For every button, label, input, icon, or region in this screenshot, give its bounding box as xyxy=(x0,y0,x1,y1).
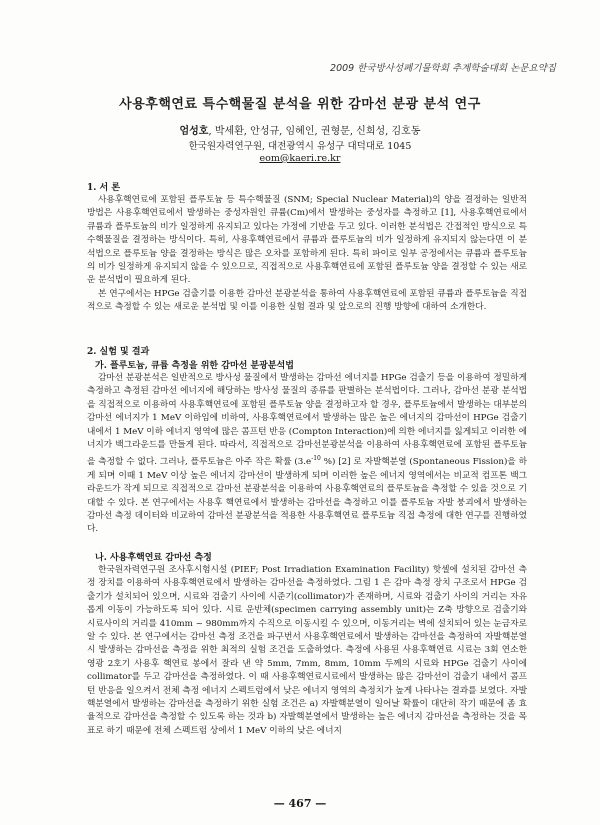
subsection-b-paragraph: 한국원자력연구원 조사후시험시설 (PIEF; Post Irradiation Examination Facility) 핫셀에 설치된 감마선 측정 장치를 이용하여 사용후핵연료에서 발생하는 감마선을 측정하였다. 그림 1 은 감마 측정 장치 구조로서 HPGe 검출기가 설치되어 있으며, 시료와 검출기 사이에 시준기(collimator)가 존재하며, 시료와 검출기 사이의 거리는 자유롭게 이동이 가능하도록 되어 있다. 시료 운반체(specimen carrying assembly unit)는 Z축 방향으로 검출기와 시료사이의 거리를 410mm ~ 980mm까지 수직으로 이동시킬 수 있으며, 이동거리는 벽에 설치되어 있는 눈금자로 알 수 있다. 본 연구에서는 감마선 측정 조건을 파구번서 사용후핵연료에서 발생하는 감마선을 측정하여 자발핵분열시 발생하는 감마선을 측정을 위한 최적의 실험 조건을 도출하였다. 측정에 사용된 사용후핵연료 시료는 3회 연소한 영광 2호기 사용후 핵연료 봉에서 잘라 낸 약 5mm, 7mm, 8mm, 10mm 두께의 시료와 HPGe 검출기 사이에 collimator를 두고 감마선을 측정하였다. 이 때 사용후핵연료시료에서 발생하는 많은 감마선이 검출기 내에서 콤프턴 반응을 일으켜서 전체 측정 에너지 스펙트럼에서 낮은 에너지 영역의 측정치가 높게 나타나는 결과를 보였다. 자발핵분열에서 발생하는 감마선을 측정하기 위한 실험 조건은 a) 자발핵분열이 일어날 확률이 대단히 작기 때문에 좀 효율적으로 감마선을 측정할 수 있도록 하는 것과 b) 자발핵분열에서 발생하는 높은 에너지 감마선을 측정하는 것을 목표로 하기 때문에 전체 스펙트럼 상에서 1 MeV 이하의 낮은 에너지 xyxy=(87,565,527,736)
subsection-b-heading: 나. 사용후핵연료 감마선 측정 xyxy=(95,553,212,563)
experiment-heading: 2. 실험 및 결과 xyxy=(87,347,150,357)
paper-title: 사용후핵연료 특수핵물질 분석을 위한 감마선 분광 분석 연구 xyxy=(119,97,481,112)
author-email[interactable] xyxy=(0,153,600,164)
affiliation: 한국원자력연구원, 대전광역시 유성구 대덕대로 1045 xyxy=(188,141,412,152)
subsection-a-heading: 가. 플루토늄, 큐륨 측정을 위한 감마선 분광분석법 xyxy=(95,361,294,371)
subsection-b-body xyxy=(87,564,527,738)
email-text[interactable]: eom@kaeri.re.kr xyxy=(259,153,341,164)
subsection-a-body xyxy=(87,372,527,537)
subsection-a-paragraph xyxy=(87,372,527,537)
running-title: 2009 한국방사성폐기물학회 추계학술대회 논문요약집 xyxy=(330,63,556,74)
intro-body xyxy=(87,194,527,315)
probability-exponent: -10 xyxy=(311,455,321,463)
intro-paragraph-1: 사용후핵연료에 포함된 플루토늄 등 특수핵물질 (SNM; Special Nuclear Material)의 양을 결정하는 일반적 방법은 사용후핵연료에서 발생하는 중성자원인 큐륨(Cm)에서 발생하는 중성자를 측정하고 [1], 사용후핵연료에서 큐륨과 플루토늄의 비가 일정하게 유지되고 있다는 가정에 기반을 두고 있다. 이러한 분석법은 간접적인 방식으로 특수핵물질을 결정하는 방식이다. 특히, 사용후핵연료에서 큐륨과 플루토늄의 비가 일정하게 유지되지 않는다면 이 분석법으로 플루토늄 양을 결정하는 방식은 많은 오차를 포함하게 된다. 특히 파이로 일부 공정에서는 큐륨과 플루토늄의 비가 일정하게 유지되지 않을 수 있으므로, 직접적으로 사용후핵연료에 포함된 플루토늄 양을 결정할 수 있는 새로운 분석법이 필요하게 된다. xyxy=(87,195,527,286)
page-number: — 467 — xyxy=(273,797,327,810)
coauthors: , 박세환, 안성규, 임혜인, 권형문, 신희성, 김호동 xyxy=(208,126,421,137)
author-list xyxy=(0,122,600,137)
lead-author: 엄성호 xyxy=(179,126,209,137)
subsection-a-text: 감마선 분광분석은 일반적으로 방사성 물질에서 발생하는 감마선 에너지를 HPGe 검출기 등을 이용하여 정밀하게 측정하고 측정된 감마선 에너지에 해당하는 방사성 물질의 종류를 판별하는 분석법이다. 그러나, 감마선 분광 분석법을 직접적으로 이용하여 사용후핵연료에 포함된 플루토늄 양을 결정하고자 할 경우, 플루토늄에서 발생하는 대부분의 감마선 에너지가 1 MeV 이하임에 비하여, 사용후핵연료에서 발생하는 많은 높은 에너지의 감마선이 HPGe 검출기 내에서 1 MeV 이하 에너지 영역에 많은 콤프턴 반응 (Compton Interaction)에 의한 에너지를 잃게되고 이러한 에너지가 백그라운드를 만들게 된다. 따라서, 직접적으로 감마선분광분석을 이용하여 사용후핵연료에 포함된 플루토늄을 측정할 수 없다. 그러나, 플루토늄은 아주 작은 확률 (3.e xyxy=(87,373,527,468)
subsection-a-text-tail: %) [2] 로 자발핵분열 (Spontaneous Fission)을 하게 되며 이때 1 MeV 이상 높은 에너지 감마선이 발생하게 되며 이러한 높은 에너지 영역에서는 비교적 컴프톤 백그라운드가 작게 되므로 직접적으로 감마선 분광분석을 이용하여 사용후핵연료의 플루토늄을 측정할 수 있을 것으로 기대할 수 있다. 본 연구에서는 사용후 핵연료에서 발생하는 감마선을 측정하고 이를 플루토늄 자발 붕괴에서 발생하는 감마선 측정 데이터와 비교하여 감마선 분광분석을 적용한 사용후핵연료 플루토늄 직접 측정에 대한 연구를 진행하였다. xyxy=(87,457,527,535)
intro-heading: 1. 서 론 xyxy=(87,183,121,193)
intro-paragraph-2: 본 연구에서는 HPGe 검출기를 이용한 감마선 분광분석을 통하여 사용후핵연료에 포함된 큐륨과 플루토늄을 직접적으로 측정할 수 있는 새로운 분석법 및 이를 이용한 실험 결과 및 앞으로의 진행 방향에 대하여 소개한다. xyxy=(87,288,527,313)
